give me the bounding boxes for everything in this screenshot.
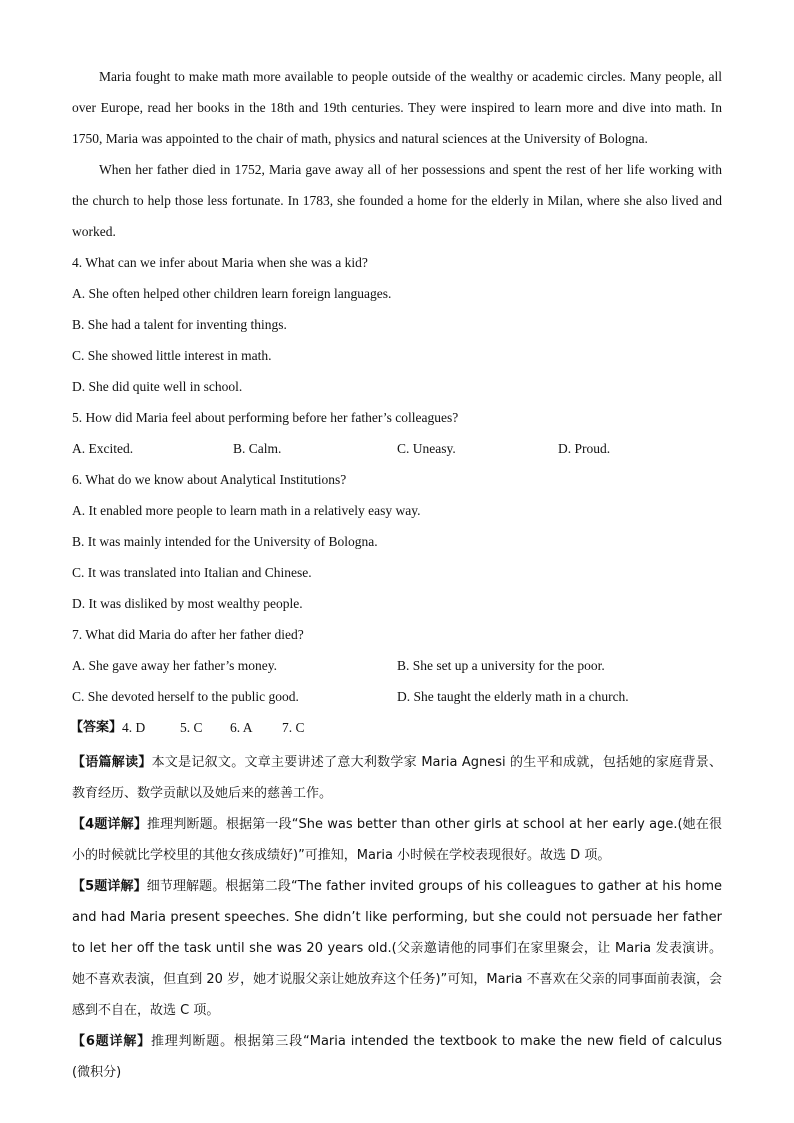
option-a: A. Excited.: [72, 441, 134, 456]
options-row: [72, 650, 722, 681]
answer-line: [72, 712, 722, 743]
reading-text: 本文是记叙文。文章主要讲述了意大利数学家 Maria Agnesi 的生平和成就，包括她的家庭背景、教育经历、数学贡献以及她后来的慈善工作。: [72, 755, 722, 801]
passage-paragraph-2: When her father died in 1752, Maria gave away all of her possessions and spent the rest of her life working with the church to help those less fortunate. In 1783, she founded a home for the elderly in Milan, where she also lived and worked.: [72, 162, 722, 239]
option-d: D. She did quite well in school.: [72, 379, 243, 394]
question-7: [72, 619, 722, 712]
answer-7: 7. C: [282, 720, 305, 735]
q6-explanation: [72, 1026, 722, 1088]
answer-6: 6. A: [230, 720, 253, 735]
question-5: [72, 402, 722, 464]
reading-label: 【语篇解读】: [72, 755, 152, 770]
question-stem: 6. What do we know about Analytical Institutions?: [72, 472, 347, 487]
answer-5: 5. C: [180, 720, 203, 735]
q5-text: 细节理解题。根据第二段“The father invited groups of his colleagues to gather at his home and had Maria present speeches. She didn’t like performing, but she could not persuade her father to let her off the task until she was 20 years old.(父亲邀请他的同事们在家里聚会，让 Maria 发表演讲。她不喜欢表演，但直到 20 岁，她才说服父亲让她放弃这个任务)”可知，Maria 不喜欢在父亲的同事面前表演，会感到不自在，故选 C 项。: [72, 879, 722, 1018]
option-d: D. It was disliked by most wealthy people.: [72, 596, 303, 611]
question-4: [72, 247, 722, 402]
passage-paragraph-1: Maria fought to make math more available to people outside of the wealthy or academic circles. Many people, all over Europe, read her books in the 18th and 19th centuries. They were inspired to learn more and dive into math. In 1750, Maria was appointed to the chair of math, physics and natural sciences at the University of Bologna.: [72, 69, 722, 146]
option-b: B. It was mainly intended for the University of Bologna.: [72, 534, 378, 549]
answer-label: 【答案】: [70, 720, 123, 735]
q6-label: 【6题详解】: [72, 1034, 151, 1049]
option-a: A. She often helped other children learn foreign languages.: [72, 286, 392, 301]
questions-section: [72, 247, 722, 743]
options-row: [72, 433, 722, 464]
question-stem: 4. What can we infer about Maria when she was a kid?: [72, 255, 368, 270]
option-c: C. Uneasy.: [397, 441, 456, 456]
option-b: B. She had a talent for inventing things.: [72, 317, 287, 332]
passage-continuation: [72, 61, 722, 247]
option-b: B. Calm.: [233, 441, 282, 456]
question-stem: 5. How did Maria feel about performing before her father’s colleagues?: [72, 410, 459, 425]
q4-explanation: [72, 809, 722, 871]
question-6: [72, 464, 722, 619]
q4-text: 推理判断题。根据第一段“She was better than other girls at school at her early age.(她在很小的时候就比学校里的其他女孩成绩好)”可推知，Maria 小时候在学校表现很好。故选 D 项。: [72, 817, 722, 863]
option-a: A. She gave away her father’s money.: [72, 658, 278, 673]
option-d: D. Proud.: [558, 441, 611, 456]
analysis-section: [72, 747, 722, 1088]
options-row: [72, 681, 722, 712]
answer-4: 4. D: [122, 720, 146, 735]
q5-label: 【5题详解】: [72, 879, 147, 894]
q6-text: 推理判断题。根据第三段“Maria intended the textbook to make the new field of calculus (微积分): [72, 1034, 723, 1080]
q4-label: 【4题详解】: [72, 817, 147, 832]
option-d: D. She taught the elderly math in a church.: [397, 689, 629, 704]
reading-analysis: [72, 747, 722, 809]
q5-explanation: [72, 871, 722, 1026]
option-c: C. It was translated into Italian and Chinese.: [72, 565, 312, 580]
question-stem: 7. What did Maria do after her father died?: [72, 627, 304, 642]
option-b: B. She set up a university for the poor.: [397, 658, 605, 673]
option-c: C. She showed little interest in math.: [72, 348, 272, 363]
option-a: A. It enabled more people to learn math in a relatively easy way.: [72, 503, 421, 518]
option-c: C. She devoted herself to the public good.: [72, 689, 299, 704]
